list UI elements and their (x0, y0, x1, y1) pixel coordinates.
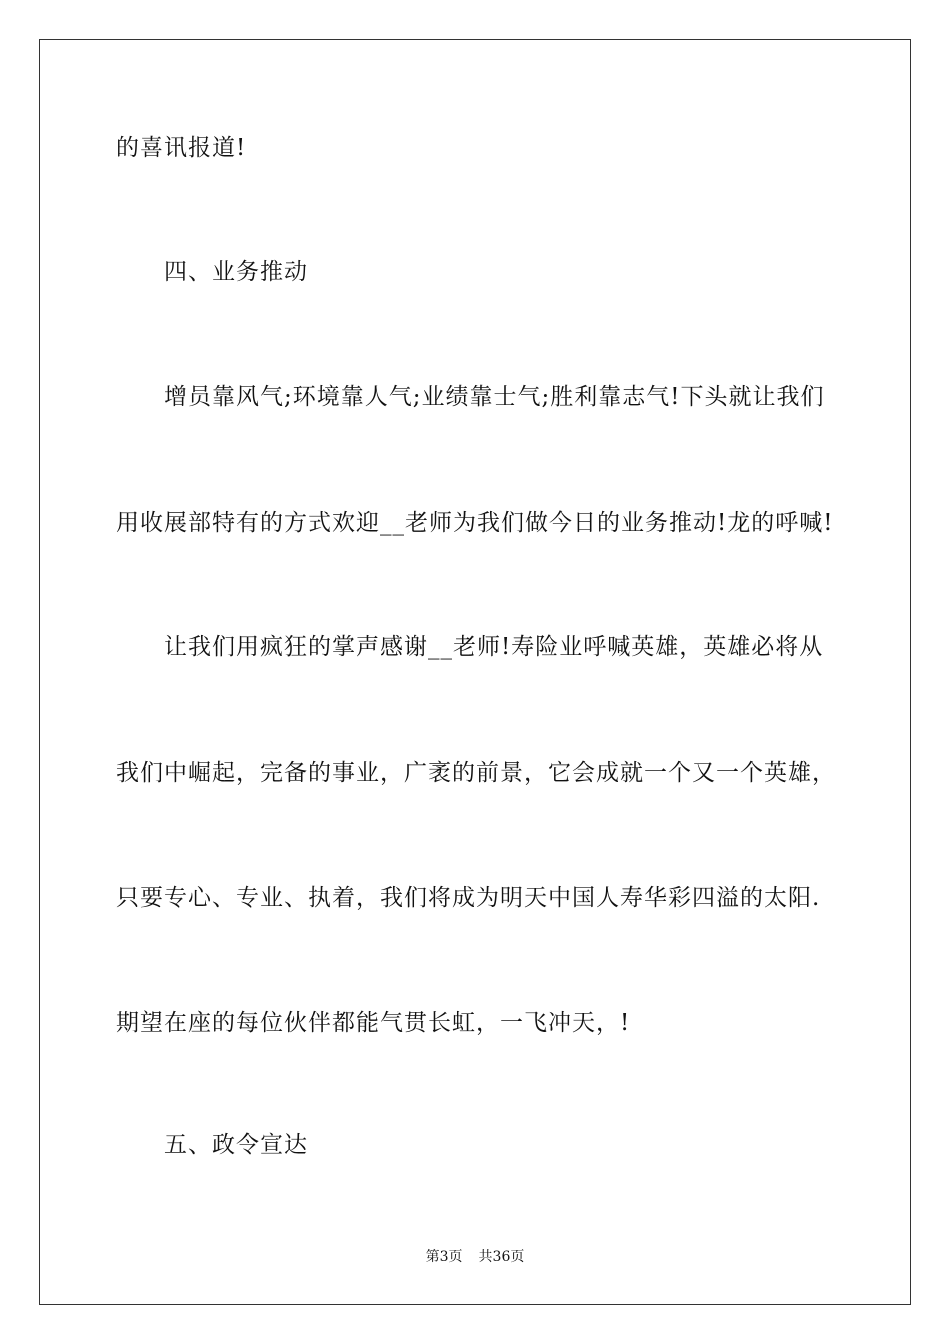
page-frame (39, 39, 911, 1305)
page-footer (0, 1247, 950, 1267)
paragraph-line: 用收展部特有的方式欢迎__老师为我们做今日的业务推动!龙的呼喊! (116, 510, 834, 536)
paragraph-line: 期望在座的每位伙伴都能气贯长虹，一飞冲天，! (116, 1010, 631, 1036)
section-heading-business: 四、业务推动 (164, 259, 308, 285)
current-page-label: 第3页 (425, 1249, 463, 1265)
paragraph-line: 增员靠风气;环境靠人气;业绩靠士气;胜利靠志气!下头就让我们 (164, 384, 825, 410)
paragraph-line: 让我们用疯狂的掌声感谢__老师!寿险业呼喊英雄，英雄必将从 (164, 634, 824, 660)
section-heading-policy: 五、政令宣达 (164, 1132, 308, 1158)
text-line-continuation: 的喜讯报道! (116, 135, 247, 161)
total-pages-label: 共36页 (478, 1249, 525, 1265)
paragraph-line: 只要专心、专业、执着，我们将成为明天中国人寿华彩四溢的太阳. (116, 885, 821, 911)
paragraph-line: 我们中崛起，完备的事业，广袤的前景，它会成就一个又一个英雄， (116, 760, 836, 786)
